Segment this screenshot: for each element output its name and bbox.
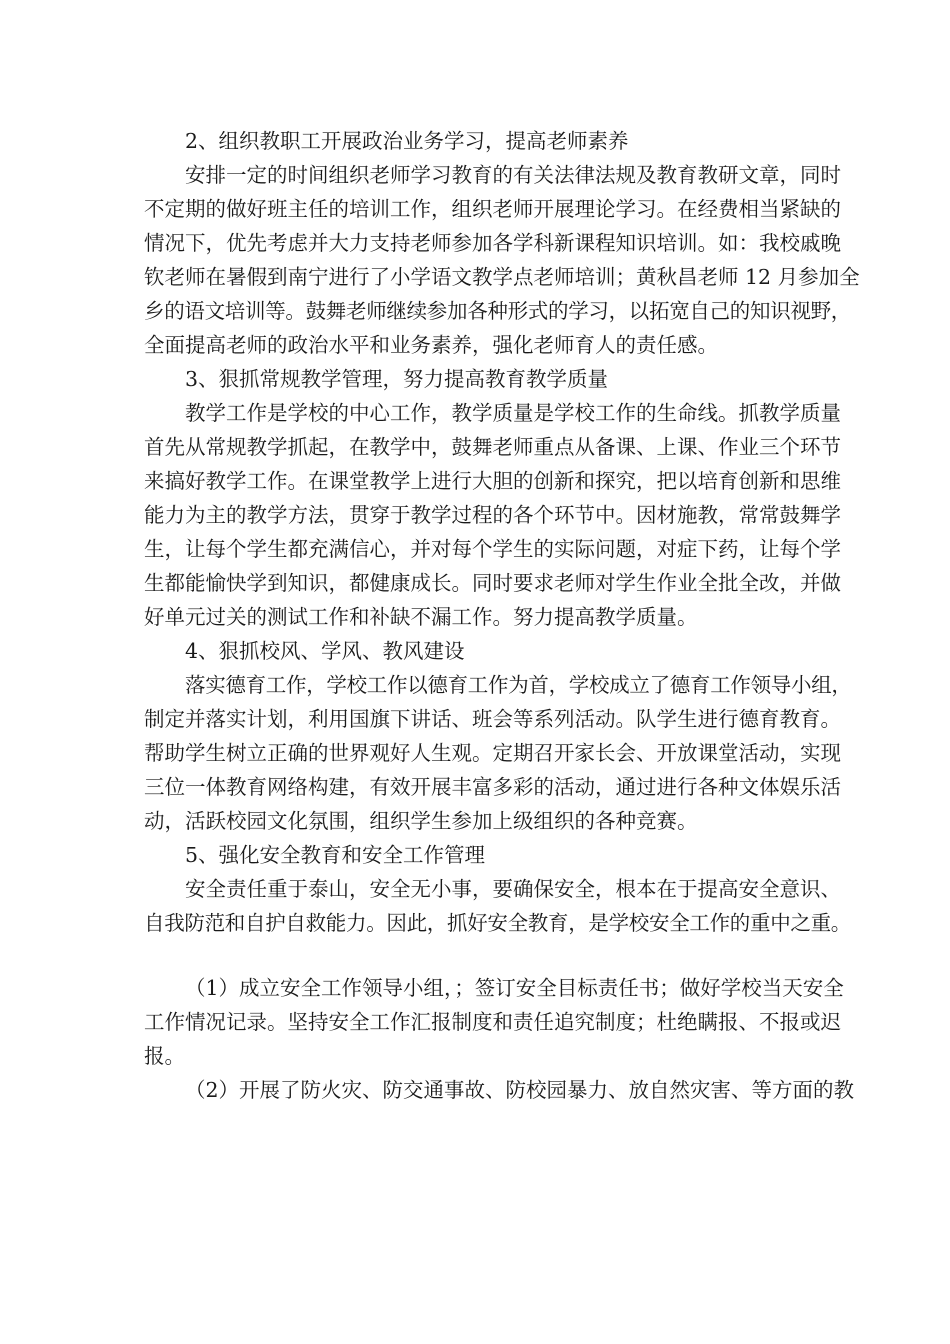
section-heading-4: 4、狠抓校风、学风、教风建设 [185, 639, 465, 663]
paragraph-line: 生都能愉快学到知识，都健康成长。同时要求老师对学生作业全批全改，并做 [144, 571, 841, 595]
paragraph-line: 安排一定的时间组织老师学习教育的有关法律法规及教育教研文章，同时 [185, 163, 841, 187]
section-heading-5: 5、强化安全教育和安全工作管理 [185, 843, 486, 867]
paragraph-line: 制定并落实计划，利用国旗下讲话、班会等系列活动。队学生进行德育教育。 [144, 707, 841, 731]
list-item-2 [144, 1073, 855, 1107]
paragraph-gap [144, 940, 824, 971]
paragraph-line: 全面提高老师的政治水平和业务素养，强化老师育人的责任感。 [144, 333, 718, 357]
section-paragraph-4 [144, 668, 852, 838]
document-body [144, 124, 860, 1107]
paragraph-line: 帮助学生树立正确的世界观好人生观。定期召开家长会、开放课堂活动，实现 [144, 741, 841, 765]
paragraph-line: 好单元过关的测试工作和补缺不漏工作。努力提高教学质量。 [144, 605, 698, 629]
paragraph-line: 教学工作是学校的中心工作，教学质量是学校工作的生命线。抓教学质量 [185, 401, 841, 425]
paragraph-line: （1）成立安全工作领导小组，；签订安全目标责任书；做好学校当天安全 [185, 976, 844, 1000]
paragraph-line: 生，让每个学生都充满信心，并对每个学生的实际问题，对症下药，让每个学 [144, 537, 841, 561]
paragraph-line: 三位一体教育网络构建，有效开展丰富多彩的活动，通过进行各种文体娱乐活 [144, 775, 841, 799]
paragraph-line: 钦老师在暑假到南宁进行了小学语文教学点老师培训；黄秋昌老师 12 月参加全 [144, 265, 860, 289]
paragraph-line: 安全责任重于泰山，安全无小事，要确保安全，根本在于提高安全意识、 [185, 877, 841, 901]
paragraph-line: 乡的语文培训等。鼓舞老师继续参加各种形式的学习，以拓宽自己的知识视野， [144, 299, 851, 323]
paragraph-line: 情况下，优先考虑并大力支持老师参加各学科新课程知识培训。如：我校戚晚 [144, 231, 841, 255]
section-heading-2: 2、组织教职工开展政治业务学习，提高老师素养 [185, 129, 629, 153]
section-paragraph-5 [144, 872, 851, 940]
paragraph-line: 落实德育工作，学校工作以德育工作为首，学校成立了德育工作领导小组， [185, 673, 852, 697]
paragraph-line: 自我防范和自护自救能力。因此，抓好安全教育，是学校安全工作的重中之重。 [144, 911, 851, 935]
section-heading-3: 3、狠抓常规教学管理，努力提高教育教学质量 [185, 367, 609, 391]
paragraph-line: （2）开展了防火灾、防交通事故、防校园暴力、放自然灾害、等方面的教 [185, 1078, 855, 1102]
paragraph-line: 不定期的做好班主任的培训工作，组织老师开展理论学习。在经费相当紧缺的 [144, 197, 841, 221]
paragraph-line: 报。 [144, 1044, 185, 1068]
paragraph-line: 能力为主的教学方法，贯穿于教学过程的各个环节中。因材施教，常常鼓舞学 [144, 503, 841, 527]
paragraph-line: 来搞好教学工作。在课堂教学上进行大胆的创新和探究，把以培育创新和思维 [144, 469, 841, 493]
section-paragraph-3 [144, 396, 841, 634]
section-paragraph-2 [144, 158, 860, 362]
paragraph-line: 动，活跃校园文化氛围，组织学生参加上级组织的各种竞赛。 [144, 809, 698, 833]
list-item-1 [144, 971, 844, 1073]
paragraph-line: 首先从常规教学抓起，在教学中，鼓舞老师重点从备课、上课、作业三个环节 [144, 435, 841, 459]
paragraph-line: 工作情况记录。坚持安全工作汇报制度和责任追究制度；杜绝瞒报、不报或迟 [144, 1010, 841, 1034]
